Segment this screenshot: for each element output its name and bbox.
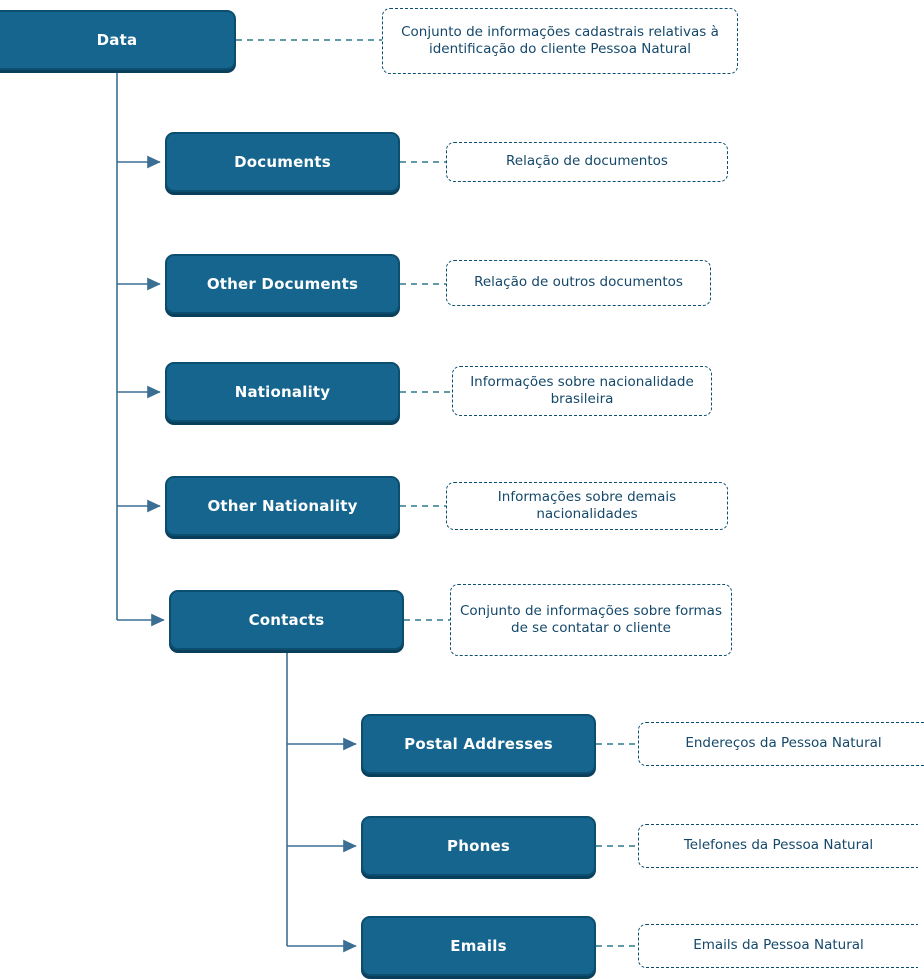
note-text: Informações sobre demais nacionalidades <box>497 488 677 522</box>
note-documents <box>446 142 728 182</box>
node-label: Nationality <box>234 383 331 401</box>
note-nationality <box>452 366 712 416</box>
node-label: Emails <box>450 937 507 955</box>
note-data <box>382 8 738 74</box>
node-label: Contacts <box>248 611 325 629</box>
node-other-documents[interactable] <box>165 254 400 314</box>
note-text: Informações sobre nacionalidade brasileira <box>470 373 694 407</box>
node-emails[interactable] <box>361 916 596 976</box>
note-contacts <box>450 584 732 656</box>
node-label: Documents <box>234 153 331 171</box>
note-text: Emails da Pessoa Natural <box>693 937 864 954</box>
note-text: Relação de documentos <box>506 153 668 170</box>
node-nationality[interactable] <box>165 362 400 422</box>
node-contacts[interactable] <box>169 590 404 650</box>
note-text: Telefones da Pessoa Natural <box>683 837 874 854</box>
note-postal-addresses <box>638 722 924 766</box>
node-other-nationality[interactable] <box>165 476 400 536</box>
node-label: Other Nationality <box>207 497 358 515</box>
note-text: Relação de outros documentos <box>474 274 683 291</box>
note-phones <box>638 824 918 868</box>
node-label: Postal Addresses <box>404 735 553 753</box>
note-emails <box>638 924 918 968</box>
note-text: Conjunto de informações sobre formas de se contatar o cliente <box>460 602 722 636</box>
node-documents[interactable] <box>165 132 400 192</box>
note-text: Conjunto de informações cadastrais relativas à identificação do cliente Pessoa Natural <box>401 23 719 57</box>
node-label: Other Documents <box>206 275 359 293</box>
note-other-documents <box>446 260 711 306</box>
note-other-nationality <box>446 482 728 530</box>
node-label: Phones <box>447 837 510 855</box>
node-phones[interactable] <box>361 816 596 876</box>
node-data[interactable] <box>0 10 236 70</box>
node-label: Data <box>96 31 138 49</box>
note-text: Endereços da Pessoa Natural <box>685 735 882 752</box>
node-postal-addresses[interactable] <box>361 714 596 774</box>
